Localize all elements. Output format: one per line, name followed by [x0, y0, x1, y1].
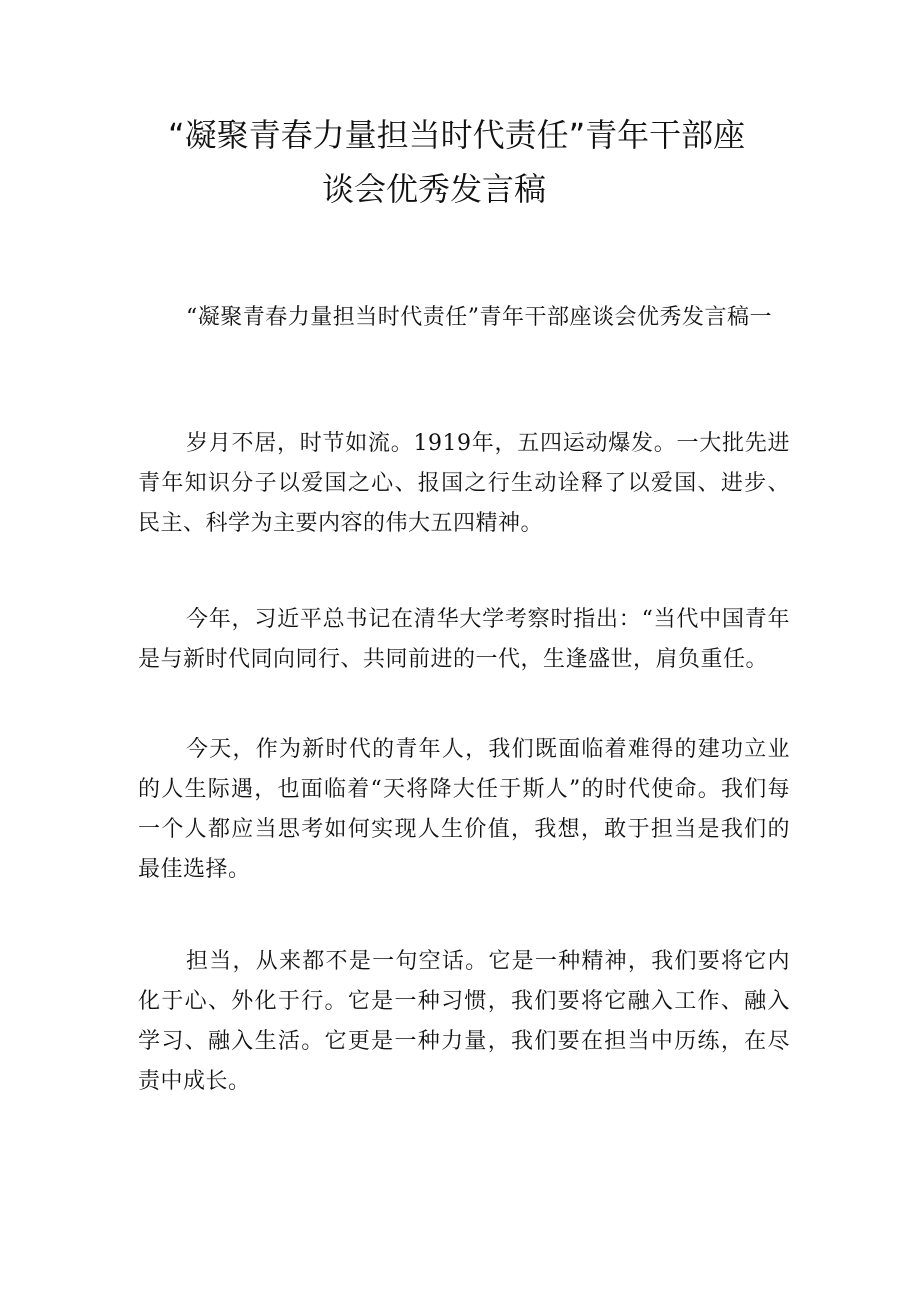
paragraph: 岁月不居，时节如流。1919年，五四运动爆发。一大批先进青年知识分子以爱国之心、报国之行生动诠释了以爱国、进步、民主、科学为主要内容的伟大五四精神。 — [138, 431, 790, 536]
document-subtitle: “凝聚青春力量担当时代责任”青年干部座谈会优秀发言稿一 — [186, 305, 772, 330]
subtitle-block — [138, 298, 790, 338]
paragraph: 担当，从来都不是一句空话。它是一种精神，我们要将它内化于心、外化于行。它是一种习惯，我们要将它融入工作、融入学习、融入生活。它更是一种力量，我们要在担当中历练，在尽责中成长。 — [138, 949, 790, 1094]
paragraph: 今年，习近平总书记在清华大学考察时指出：“当代中国青年是与新时代同向同行、共同前进的一代，生逢盛世，肩负重任。 — [138, 607, 790, 672]
paragraph-1-block — [138, 424, 790, 544]
document-title — [150, 108, 810, 216]
title-line-2: 谈会优秀发言稿 — [322, 170, 547, 208]
paragraph-3-block — [138, 730, 790, 890]
paragraph-2-block — [138, 600, 790, 680]
paragraph-4-block — [138, 942, 790, 1102]
title-line-1: “凝聚青春力量担当时代责任”青年干部座 — [168, 116, 746, 154]
paragraph: 今天，作为新时代的青年人，我们既面临着难得的建功立业的人生际遇，也面临着“天将降大任于斯人”的时代使命。我们每一个人都应当思考如何实现人生价值，我想，敢于担当是我们的最佳选择。 — [138, 737, 790, 882]
